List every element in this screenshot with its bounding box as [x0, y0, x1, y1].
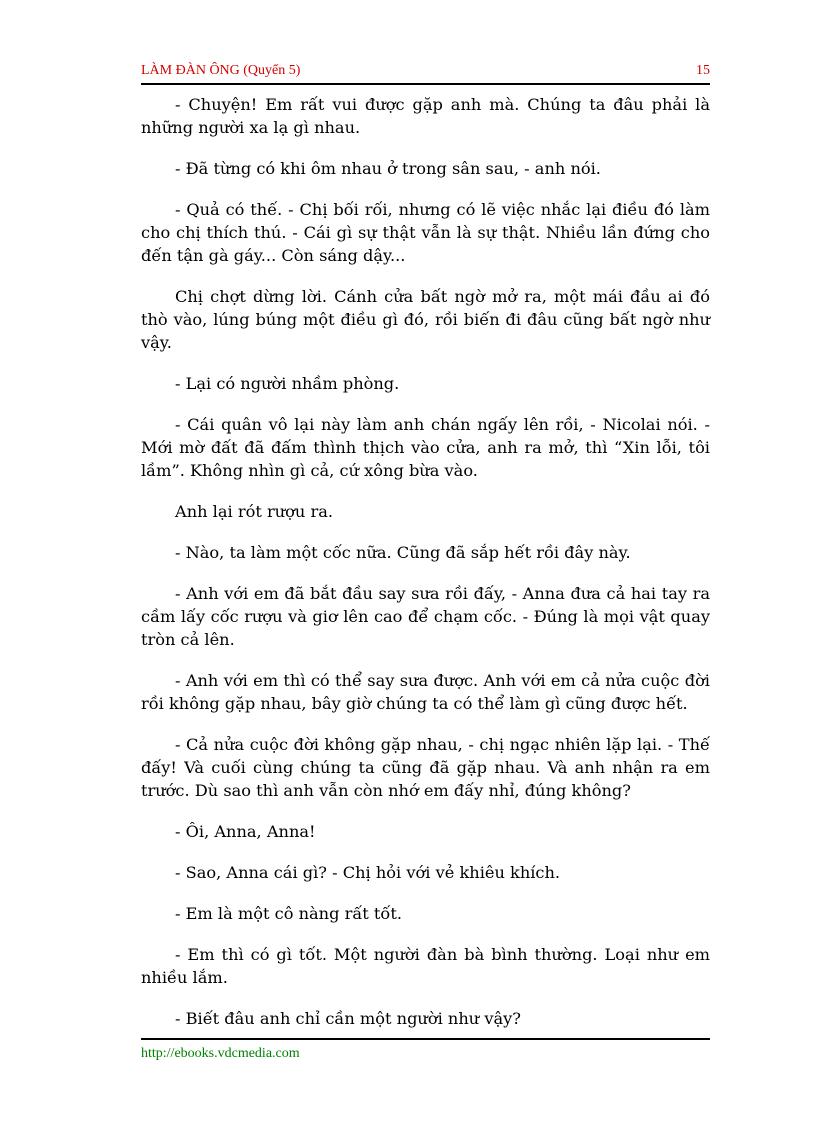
paragraph: - Anh với em đã bắt đầu say sưa rồi đấy, - Anna đưa cả hai tay ra cầm lấy cốc rượu và giơ lên cao để chạm cốc. - Đúng là mọi vật quay tròn cả lên. [141, 584, 710, 649]
paragraph: - Đã từng có khi ôm nhau ở trong sân sau, - anh nói. [175, 159, 601, 178]
paragraph: - Quả có thế. - Chị bối rối, nhưng có lẽ việc nhắc lại điều đó làm cho chị thích thú. - Cái gì sự thật vẫn là sự thật. Nhiều lần đứng cho đến tận gà gáy... Còn sáng dậy... [141, 200, 710, 265]
paragraph: Chị chợt dừng lời. Cánh cửa bất ngờ mở ra, một mái đầu ai đó thò vào, lúng búng một điều gì đó, rồi biến đi đâu cũng bất ngờ như vậy. [141, 287, 710, 352]
paragraph: - Em thì có gì tốt. Một người đàn bà bình thường. Loại như em nhiều lắm. [141, 945, 710, 987]
paragraph: - Sao, Anna cái gì? - Chị hỏi với vẻ khiêu khích. [175, 863, 561, 882]
footer-divider [141, 1038, 710, 1040]
paragraph: - Nào, ta làm một cốc nữa. Cũng đã sắp hết rồi đây này. [175, 543, 631, 562]
paragraph: - Anh với em thì có thể say sưa được. Anh với em cả nửa cuộc đời rồi không gặp nhau, bây giờ chúng ta có thể làm gì cũng được hết. [141, 671, 710, 713]
paragraph: - Ôi, Anna, Anna! [175, 822, 316, 841]
paragraph: - Lại có người nhầm phòng. [175, 374, 400, 393]
body-text [141, 93, 710, 1048]
book-title: LÀM ĐÀN ÔNG (Quyển 5) [141, 63, 301, 78]
paragraph: - Chuyện! Em rất vui được gặp anh mà. Chúng ta đâu phải là những người xa lạ gì nhau. [141, 95, 710, 137]
page-number: 15 [696, 63, 710, 78]
page-header [141, 61, 710, 85]
paragraph: - Em là một cô nàng rất tốt. [175, 904, 402, 923]
paragraph: - Cả nửa cuộc đời không gặp nhau, - chị ngạc nhiên lặp lại. - Thế đấy! Và cuối cùng chúng ta cũng đã gặp nhau. Và anh nhận ra em trước. Dù sao thì anh vẫn còn nhớ em đấy nhỉ, đúng không? [141, 735, 710, 800]
paragraph: - Cái quân vô lại này làm anh chán ngấy lên rồi, - Nicolai nói. - Mới mờ đất đã đấm thình thịch vào cửa, anh ra mở, thì “Xin lỗi, tôi lầm”. Không nhìn gì cả, cứ xông bừa vào. [141, 415, 710, 480]
paragraph: - Biết đâu anh chỉ cần một người như vậy? [175, 1009, 521, 1028]
footer-link[interactable]: http://ebooks.vdcmedia.com [141, 1046, 300, 1061]
paragraph: Anh lại rót rượu ra. [175, 502, 333, 521]
